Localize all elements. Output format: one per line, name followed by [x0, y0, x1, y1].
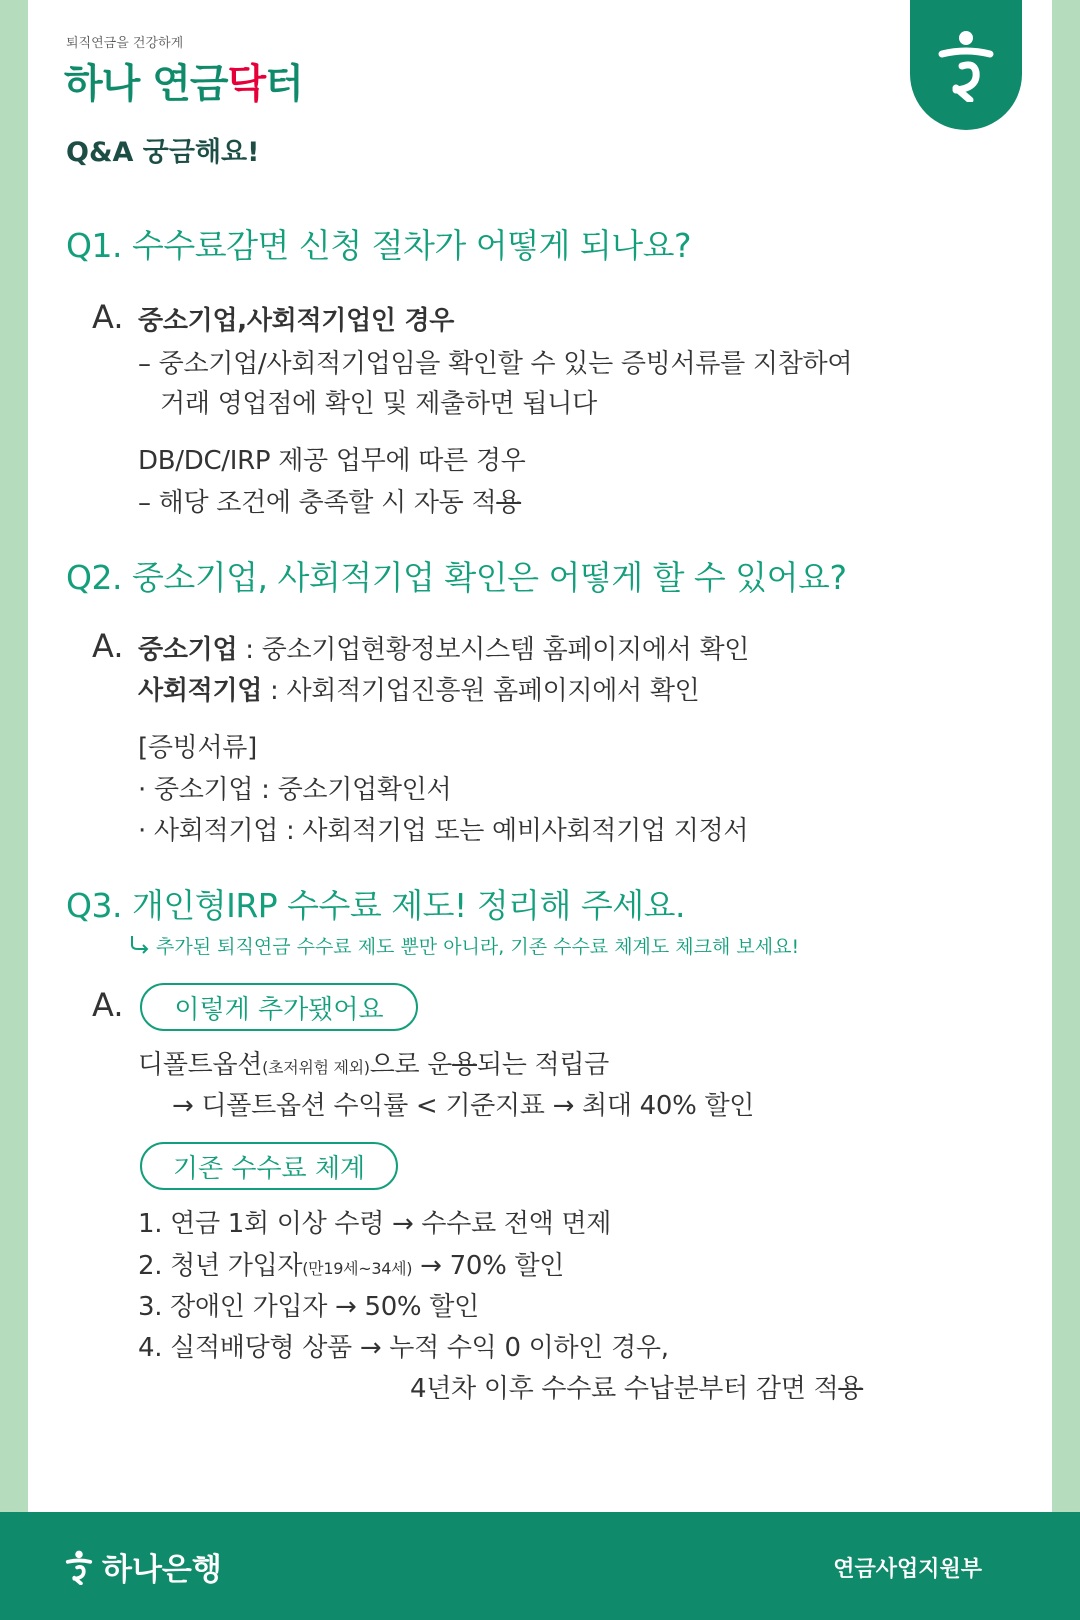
q2-answer-mark: A. [92, 627, 124, 665]
footer-department: 연금사업지원부 [833, 1557, 982, 1582]
added-line1-small: (초저위험 제외) [262, 1058, 370, 1077]
added-pill: 이렇게 추가됐어요 [140, 983, 418, 1031]
existing-item2-small: (만19세~34세) [302, 1259, 413, 1278]
hana-logo-tab [910, 0, 1022, 130]
q3-answer-mark: A. [92, 986, 124, 1024]
q2-sme-label: 중소기업 [138, 635, 238, 665]
hana-symbol-icon [64, 1549, 94, 1585]
q1-question: Q1. 수수료감면 신청 절차가 어떻게 되나요? [66, 226, 691, 265]
existing-pill: 기존 수수료 체계 [140, 1142, 398, 1190]
section-title: Q&A 궁금해요! [66, 137, 260, 168]
q2-docs-item1: · 중소기업 : 중소기업확인서 [138, 775, 452, 805]
added-line1-post: 되는 적립금 [476, 1050, 609, 1080]
q1-case1-title: 중소기업,사회적기업인 경우 [138, 306, 455, 336]
q2-sme-text: : 중소기업현황정보시스템 홈페이지에서 확인 [237, 635, 750, 665]
added-line1-pre: 디폴트옵션 [138, 1050, 263, 1080]
brand-text-2: 닥 [227, 61, 266, 107]
footer-logo [64, 1544, 222, 1589]
existing-item4-line1: 4. 실적배당형 상품 → 누적 수익 0 이하인 경우, [138, 1333, 669, 1363]
existing-item1: 1. 연금 1회 이상 수령 → 수수료 전액 면제 [138, 1209, 612, 1239]
q2-social-line [138, 670, 699, 707]
brand-logo [64, 52, 303, 109]
q2-question: Q2. 중소기업, 사회적기업 확인은 어떻게 할 수 있어요? [66, 558, 847, 597]
q1-case1-line2: 거래 영업점에 확인 및 제출하면 됩니다 [160, 389, 597, 419]
added-line2: → 디폴트옵션 수익률 < 기준지표 → 최대 40% 할인 [172, 1091, 755, 1121]
brand-text-1: 하나 연금 [64, 61, 228, 107]
q3-hint-text: 추가된 퇴직연금 수수료 제도 뿐만 아니라, 기존 수수료 체계도 체크해 보세요! [156, 936, 800, 958]
hana-symbol-icon [934, 28, 998, 102]
q2-docs-title: [증빙서류] [138, 733, 257, 763]
arrow-curve-icon [128, 935, 150, 955]
existing-item4-line2-pre: 4년차 이후 수수료 수납분부터 감면 적 [410, 1374, 839, 1404]
q1-answer-mark: A. [92, 298, 124, 336]
added-line1 [138, 1044, 609, 1081]
existing-item2-post: → 70% 할인 [412, 1251, 565, 1281]
added-line1-strike: 용 [452, 1050, 477, 1080]
brand-text-3: 터 [265, 61, 303, 107]
added-line1-mid: 으로 운 [369, 1050, 453, 1080]
existing-item4-line2-strike: 용 [838, 1374, 864, 1404]
existing-item4-line2 [410, 1368, 863, 1405]
existing-item3: 3. 장애인 가입자 → 50% 할인 [138, 1292, 479, 1322]
q1-case2-text: – 해당 조건에 충족할 시 자동 적 [138, 488, 497, 518]
q3-question: Q3. 개인형IRP 수수료 제도! 정리해 주세요. [66, 886, 685, 925]
footer-bank-name: 하나은행 [102, 1552, 222, 1588]
q1-case2-line1 [138, 482, 521, 519]
existing-item2-pre: 2. 청년 가입자 [138, 1251, 303, 1281]
q3-hint [128, 932, 799, 959]
q2-docs-item2: · 사회적기업 : 사회적기업 또는 예비사회적기업 지정서 [138, 816, 749, 846]
q1-case2-title: DB/DC/IRP 제공 업무에 따른 경우 [138, 446, 526, 476]
q1-case2-strike: 용 [496, 488, 522, 518]
q1-case1-line1: – 중소기업/사회적기업임을 확인할 수 있는 증빙서류를 지참하여 [138, 349, 853, 379]
q2-social-label: 사회적기업 [138, 676, 263, 706]
q2-sme-line [138, 629, 749, 666]
tagline: 퇴직연금을 건강하게 [66, 36, 184, 51]
existing-item2 [138, 1245, 564, 1282]
q2-social-text: : 사회적기업진흥원 홈페이지에서 확인 [262, 676, 700, 706]
